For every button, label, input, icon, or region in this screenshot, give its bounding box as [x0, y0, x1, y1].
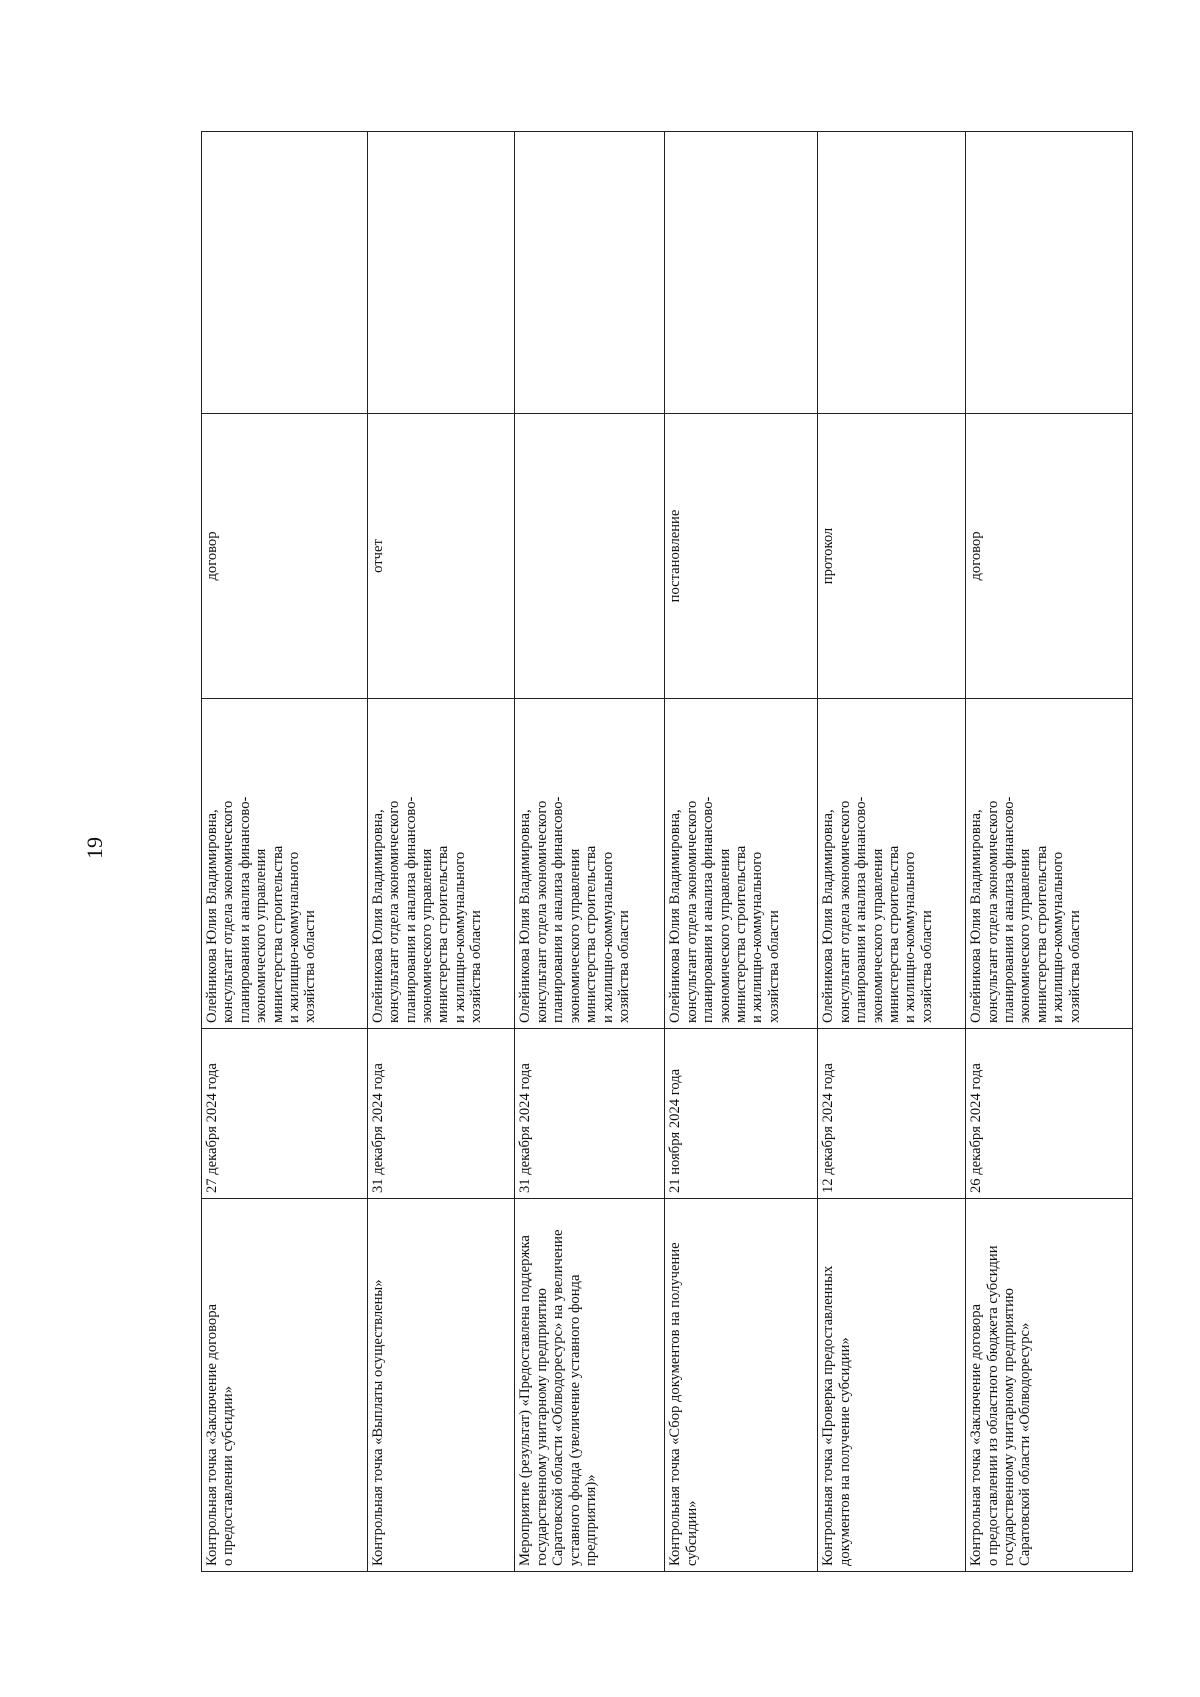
- date-cell-text: 31 декабря 2024 года: [517, 1063, 534, 1193]
- page-number: 19: [82, 837, 107, 859]
- document-cell: [515, 414, 665, 699]
- responsible-cell-line: планирования и анализа финансово-: [236, 796, 253, 1023]
- responsible-cell-line: и жилищно-коммунального: [451, 851, 468, 1023]
- event-cell-line: Саратовской области «Облводоресурс» на увеличение: [550, 1229, 567, 1566]
- responsible-cell-line: консультант отдела экономического: [533, 800, 550, 1023]
- event-cell: [966, 1199, 1133, 1572]
- date-cell: [515, 1029, 665, 1199]
- event-cell-line: уставного фонда (увеличение уставного фонда: [566, 1274, 583, 1566]
- responsible-cell-line: и жилищно-коммунального: [902, 851, 919, 1023]
- responsible-cell-line: хозяйства области: [1066, 910, 1083, 1023]
- responsible-cell-line: консультант отдела экономического: [836, 800, 853, 1023]
- responsible-cell-line: экономического управления: [716, 848, 733, 1023]
- document-cell-text: договор: [204, 531, 220, 581]
- event-cell-line: о предоставлении субсидии»: [220, 1386, 237, 1566]
- responsible-cell: [966, 699, 1133, 1029]
- event-cell-line: Контрольная точка «Сбор документов на получение: [667, 1242, 684, 1566]
- extra-cell: [665, 132, 818, 414]
- responsible-cell-line: экономического управления: [1017, 848, 1034, 1023]
- event-cell: [818, 1199, 966, 1572]
- event-cell-line: Контрольная точка «Заключение договора: [204, 1304, 220, 1566]
- responsible-cell-line: экономического управления: [253, 848, 270, 1023]
- responsible-cell-line: планирования и анализа финансово-: [853, 796, 870, 1023]
- table-row: [665, 132, 818, 1572]
- responsible-cell-line: Олейникова Юлия Владимировна,: [517, 809, 534, 1023]
- document-cell: [665, 414, 818, 699]
- date-cell-text: 12 декабря 2024 года: [820, 1063, 837, 1193]
- table-row: [367, 132, 515, 1572]
- event-cell-line: о предоставлении из областного бюджета субсидии: [984, 1245, 1001, 1566]
- event-cell-line: Мероприятие (результат) «Предоставлена поддержка: [517, 1235, 534, 1566]
- table-row: [202, 132, 368, 1572]
- responsible-cell-line: экономического управления: [418, 848, 435, 1023]
- date-cell-text: 21 ноября 2024 года: [667, 1068, 684, 1193]
- responsible-cell: [818, 699, 966, 1029]
- event-cell-line: Контрольная точка «Заключение договора: [968, 1304, 985, 1566]
- responsible-cell-line: консультант отдела экономического: [220, 800, 237, 1023]
- responsible-cell-line: планирования и анализа финансово-: [1000, 796, 1017, 1023]
- event-cell-line: государственному унитарному предприятию: [533, 1288, 550, 1566]
- extra-cell: [966, 132, 1133, 414]
- date-cell-text: 26 декабря 2024 года: [968, 1063, 985, 1193]
- responsible-cell: [515, 699, 665, 1029]
- responsible-cell-line: Олейникова Юлия Владимировна,: [369, 809, 386, 1023]
- responsible-cell-line: министерства строительства: [583, 845, 600, 1023]
- date-cell: [367, 1029, 515, 1199]
- responsible-cell-line: планирования и анализа финансово-: [402, 796, 419, 1023]
- responsible-cell-line: и жилищно-коммунального: [599, 851, 616, 1023]
- event-cell-line: государственному унитарному предприятию: [1000, 1288, 1017, 1566]
- responsible-cell: [665, 699, 818, 1029]
- event-cell-line: Саратовской области «Облводоресурс»: [1017, 1322, 1034, 1566]
- date-cell: [202, 1029, 368, 1199]
- responsible-cell-line: консультант отдела экономического: [386, 800, 403, 1023]
- responsible-cell-line: министерства строительства: [886, 845, 903, 1023]
- responsible-cell: [202, 699, 368, 1029]
- table-row: [515, 132, 665, 1572]
- document-cell-text: договор: [968, 531, 985, 581]
- schedule-table-wrapper: [201, 132, 1133, 1572]
- date-cell: [818, 1029, 966, 1199]
- responsible-cell-line: министерства строительства: [1033, 845, 1050, 1023]
- responsible-cell-line: хозяйства области: [765, 910, 782, 1023]
- event-cell: [665, 1199, 818, 1572]
- document-cell-text: постановление: [667, 509, 684, 603]
- responsible-cell-line: консультант отдела экономического: [984, 800, 1001, 1023]
- table-row: [818, 132, 966, 1572]
- event-cell-line: предприятия)»: [583, 1474, 600, 1566]
- responsible-cell-line: министерства строительства: [269, 845, 286, 1023]
- responsible-cell-line: хозяйства области: [302, 910, 319, 1023]
- responsible-cell-line: Олейникова Юлия Владимировна,: [667, 809, 684, 1023]
- event-cell-line: субсидии»: [683, 1500, 700, 1566]
- extra-cell: [515, 132, 665, 414]
- responsible-cell-line: и жилищно-коммунального: [749, 851, 766, 1023]
- event-cell-line: документов на получение субсидии»: [836, 1337, 853, 1566]
- document-cell-text: протокол: [820, 527, 837, 585]
- date-cell: [966, 1029, 1133, 1199]
- responsible-cell-line: Олейникова Юлия Владимировна,: [968, 809, 985, 1023]
- document-cell: [367, 414, 515, 699]
- event-cell: [367, 1199, 515, 1572]
- responsible-cell-line: консультант отдела экономического: [683, 800, 700, 1023]
- responsible-cell-line: Олейникова Юлия Владимировна,: [820, 809, 837, 1023]
- document-cell: [818, 414, 966, 699]
- event-cell: [515, 1199, 665, 1572]
- responsible-cell-line: экономического управления: [566, 848, 583, 1023]
- document-cell: [966, 414, 1133, 699]
- schedule-table: [201, 131, 1133, 1572]
- event-cell: [202, 1199, 368, 1572]
- responsible-cell-line: экономического управления: [869, 848, 886, 1023]
- document-cell: [202, 414, 368, 699]
- responsible-cell-line: министерства строительства: [435, 845, 452, 1023]
- document-cell-text: отчет: [369, 539, 386, 573]
- responsible-cell-line: хозяйства области: [918, 910, 935, 1023]
- extra-cell: [367, 132, 515, 414]
- date-cell-text: 27 декабря 2024 года: [204, 1063, 220, 1193]
- responsible-cell-line: и жилищно-коммунального: [286, 851, 303, 1023]
- date-cell-text: 31 декабря 2024 года: [369, 1063, 386, 1193]
- responsible-cell-line: Олейникова Юлия Владимировна,: [204, 809, 220, 1023]
- extra-cell: [818, 132, 966, 414]
- responsible-cell-line: хозяйства области: [468, 910, 485, 1023]
- responsible-cell-line: планирования и анализа финансово-: [550, 796, 567, 1023]
- schedule-table-body: [202, 132, 1133, 1572]
- responsible-cell-line: хозяйства области: [615, 910, 632, 1023]
- date-cell: [665, 1029, 818, 1199]
- responsible-cell-line: планирования и анализа финансово-: [700, 796, 717, 1023]
- event-cell-line: Контрольная точка «Выплаты осуществлены»: [369, 1279, 386, 1566]
- responsible-cell: [367, 699, 515, 1029]
- responsible-cell-line: и жилищно-коммунального: [1050, 851, 1067, 1023]
- responsible-cell-line: министерства строительства: [732, 845, 749, 1023]
- event-cell-line: Контрольная точка «Проверка предоставленных: [820, 1265, 837, 1566]
- table-row: [966, 132, 1133, 1572]
- extra-cell: [202, 132, 368, 414]
